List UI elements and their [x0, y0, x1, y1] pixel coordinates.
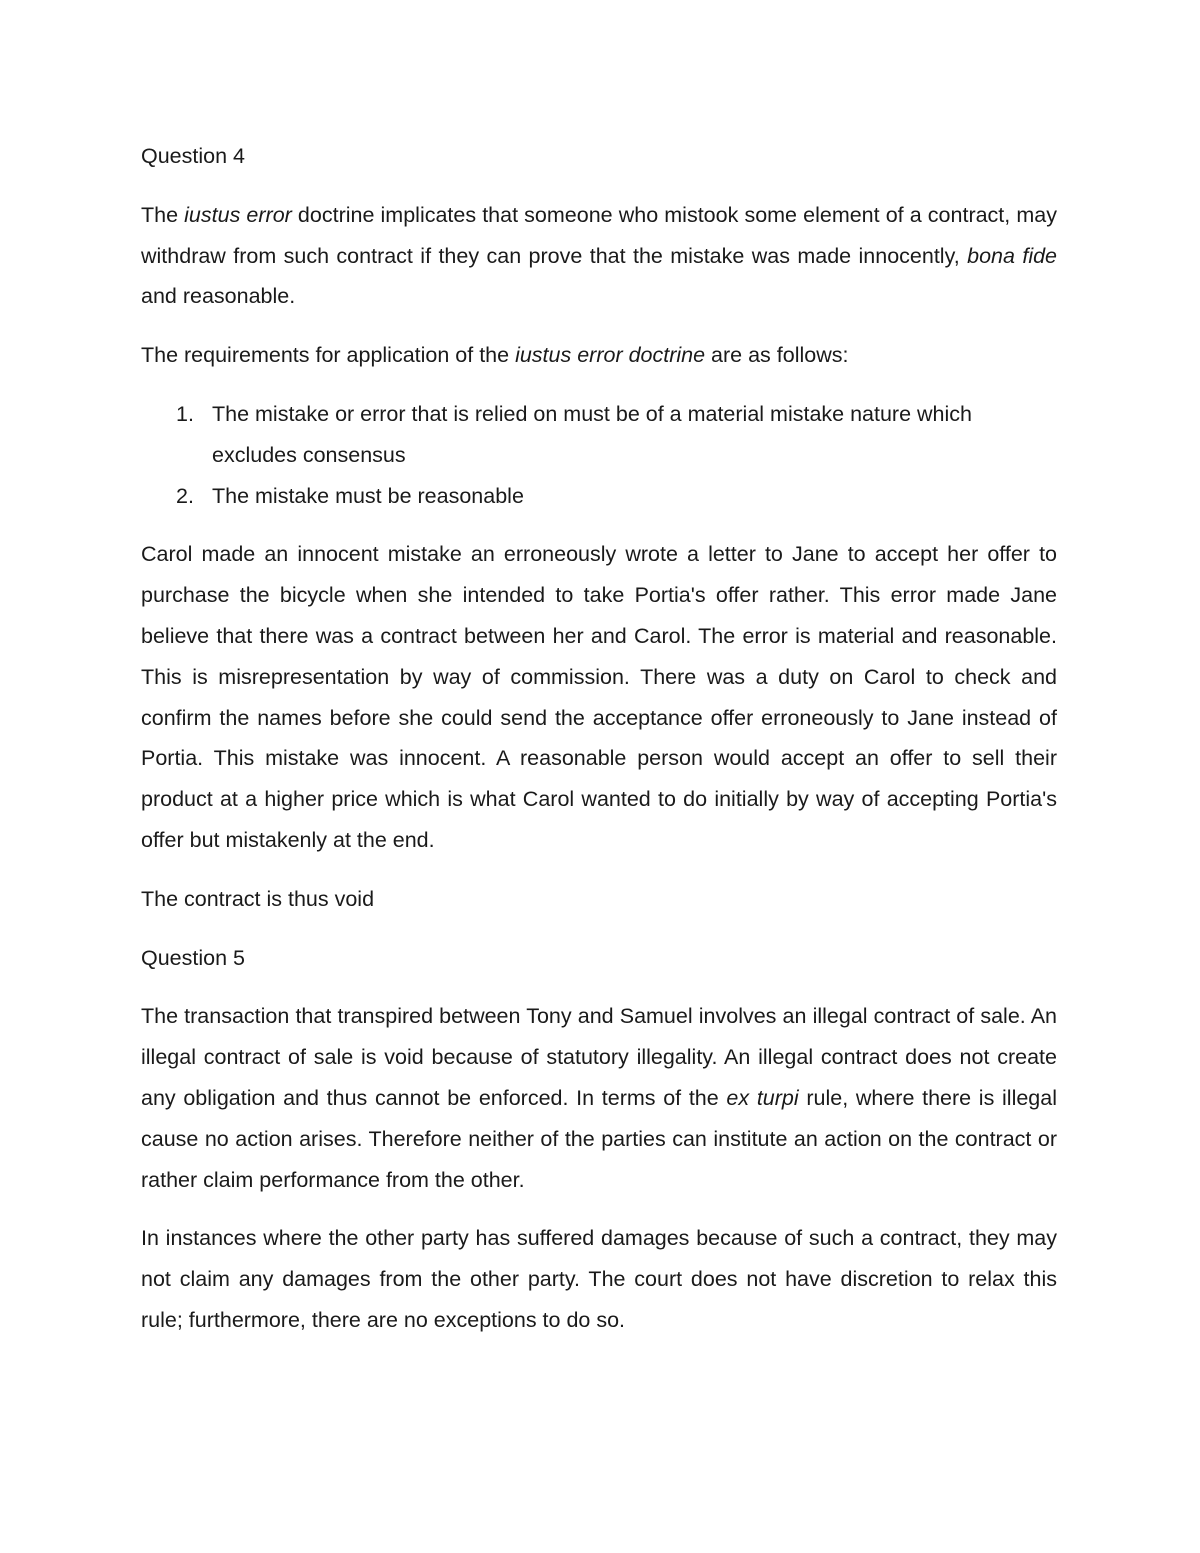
- text-run: and reasonable.: [141, 284, 296, 309]
- question-5-paragraph-2: In instances where the other party has suffered damages because of such a contract, they may not claim any damages from the other party. The court does not have discretion to relax this rule; furthermore, there are no exceptions to do so.: [141, 1226, 1057, 1332]
- text-run: rule, where there is illegal cause no action arises. Therefore neither of the parties can institute an action on the contract or rather claim performance from the other.: [141, 1085, 1057, 1192]
- list-item-text: The mistake must be reasonable: [212, 483, 524, 508]
- requirements-list: [141, 394, 1057, 516]
- text-run: are as follows:: [705, 343, 849, 368]
- text-run: The transaction that transpired between Tony and Samuel involves an illegal contract of sale. An illegal contract of sale is void because of statutory illegality. An illegal contract does not create any obligation and thus cannot be enforced. In terms of the: [141, 1004, 1057, 1110]
- question-5-paragraph-1: [141, 996, 1057, 1200]
- italic-term: ex turpi: [726, 1085, 799, 1110]
- question-4-paragraph-3: Carol made an innocent mistake an erroneously wrote a letter to Jane to accept her offer to purchase the bicycle when she intended to take Portia's offer rather. This error made Jane believe that there was a contract between her and Carol. The error is material and reasonable. This is misrepresentation by way of commission. There was a duty on Carol to check and confirm the names before she could send the acceptance offer erroneously to Jane instead of Portia. This mistake was innocent. A reasonable person would accept an offer to sell their product at a higher price which is what Carol wanted to do initially by way of accepting Portia's offer but mistakenly at the end.: [141, 542, 1057, 852]
- question-4-conclusion: The contract is thus void: [141, 886, 375, 911]
- question-4-paragraph-1: [141, 195, 1057, 317]
- text-run: The: [141, 202, 185, 227]
- italic-term: iustus error: [184, 202, 292, 227]
- list-item: [141, 476, 1057, 517]
- text-run: doctrine implicates that someone who mistook some element of a contract, may withdraw from such contract if they can prove that the mistake was made innocently,: [141, 202, 1057, 268]
- text-run: The requirements for application of the: [141, 343, 516, 368]
- list-item-text: The mistake or error that is relied on must be of a material mistake nature which excludes consensus: [212, 401, 972, 467]
- question-4-paragraph-2: [141, 335, 1057, 376]
- italic-term: iustus error doctrine: [515, 343, 706, 368]
- question-5-heading: Question 5: [141, 945, 245, 970]
- document-body: [141, 136, 1057, 1359]
- italic-term: bona fide: [967, 243, 1058, 268]
- list-item: [141, 394, 1057, 476]
- list-item-number: 1.: [176, 401, 194, 426]
- question-4-heading: Question 4: [141, 144, 245, 168]
- list-item-number: 2.: [176, 483, 194, 508]
